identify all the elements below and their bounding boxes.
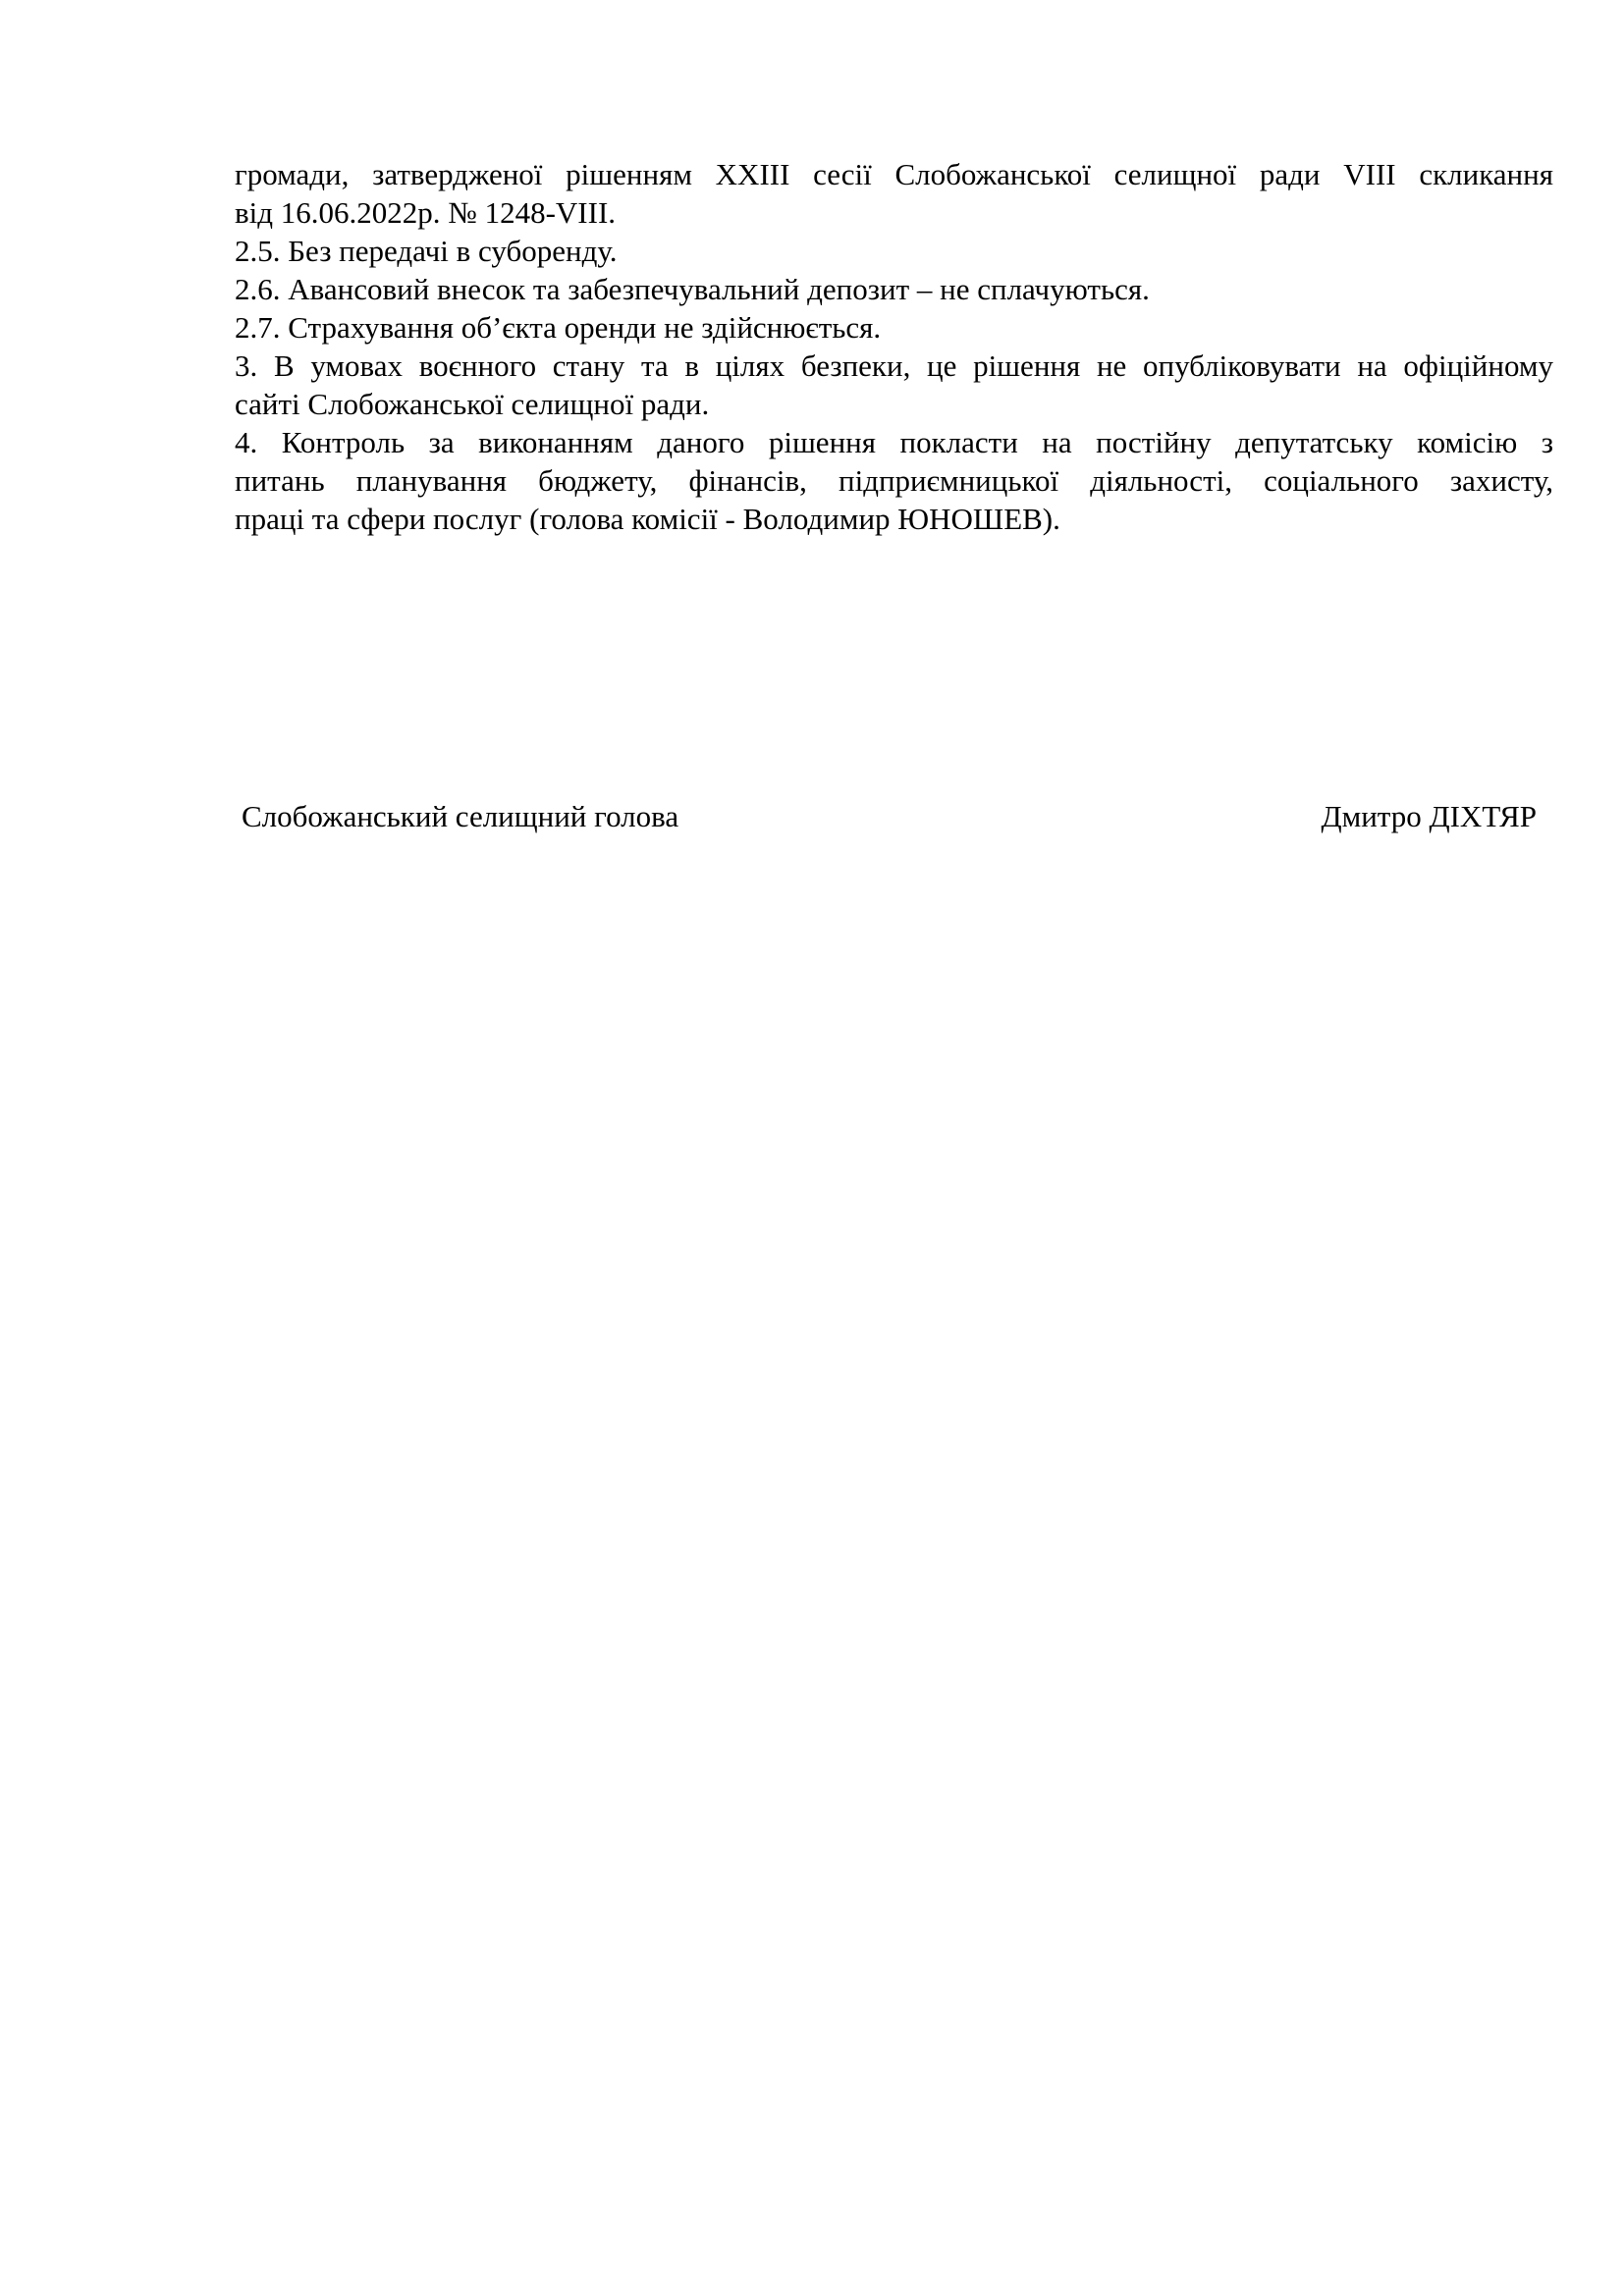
paragraph-2-6: 2.6. Авансовий внесок та забезпечувальний депозит – не сплачуються. [235, 272, 1150, 306]
paragraph-4-line-3: праці та сфери послуг (голова комісії - Володимир ЮНОШЕВ). [235, 502, 1060, 536]
paragraph-4-line-1: 4. Контроль за виконанням даного рішення покласти на постійну депутатську комісію з [235, 425, 1553, 459]
paragraph-3-line-1: 3. В умовах воєнного стану та в цілях безпеки, це рішення не опубліковувати на офіційному [235, 348, 1553, 383]
signature-name: Дмитро ДІХТЯР [1321, 799, 1537, 833]
paragraph-2-4-line-1: громади, затвердженої рішенням XXIII сесії Слобожанської селищної ради VIII скликання [235, 157, 1553, 191]
paragraph-2-5: 2.5. Без передачі в суборенду. [235, 234, 618, 268]
paragraph-3-line-2: сайті Слобожанської селищної ради. [235, 387, 710, 421]
paragraph-4-line-2: питань планування бюджету, фінансів, підприємницької діяльності, соціального захисту, [235, 463, 1553, 498]
paragraph-2-4-line-2: від 16.06.2022р. № 1248-VIII. [235, 195, 617, 230]
document-body [235, 155, 1553, 538]
paragraph-2-7: 2.7. Страхування об’єкта оренди не здійснюється. [235, 310, 882, 345]
signature-position: Слобожанський селищний голова [242, 799, 679, 833]
